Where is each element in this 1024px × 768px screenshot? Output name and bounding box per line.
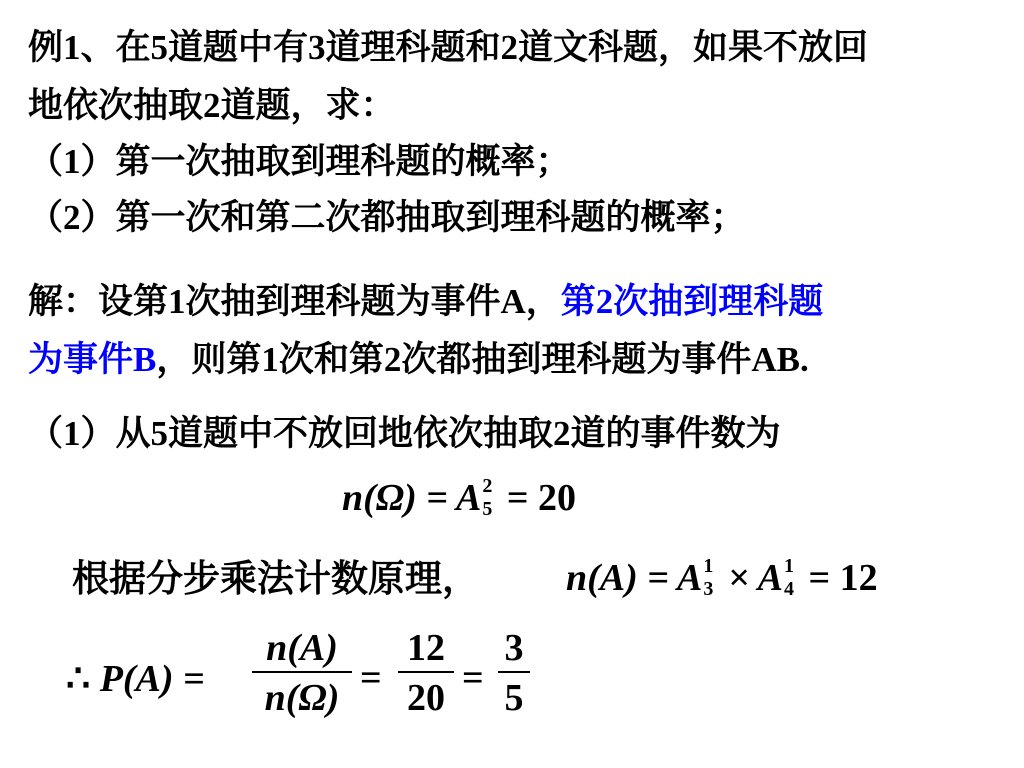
fraction-na-over-nomega [252, 628, 352, 718]
fraction-3-numerator: 3 [504, 627, 524, 669]
formula-omega-indices [481, 475, 497, 521]
formula-event-a-count [566, 556, 878, 600]
formula-omega-sup: 2 [482, 475, 493, 498]
equals-1: = [360, 657, 382, 699]
therefore-symbol: ∴ [66, 658, 91, 700]
fraction-1-bar [252, 671, 352, 673]
formula-omega-rhs: = 20 [506, 477, 577, 519]
solution-line-2-highlight: 为事件B [28, 340, 157, 379]
solution-line-1-highlight: 第2次抽到理科题 [560, 282, 824, 321]
formula-na-mid: × A [727, 557, 783, 599]
part-1-statement: （1）从5道题中不放回地依次抽取2道的事件数为 [28, 414, 781, 453]
question-1: （1）第一次抽取到理科题的概率； [28, 142, 571, 181]
formula-omega-lhs: n(Ω) = A [342, 477, 482, 519]
problem-line-2: 地依次抽取2道题，求： [28, 86, 396, 125]
formula-na-indices-2 [783, 555, 799, 601]
formula-na-sup-1: 1 [703, 555, 714, 578]
formula-na-indices-1 [702, 555, 718, 601]
formula-probability-lhs [66, 656, 205, 701]
probability-label: P(A) = [99, 658, 205, 700]
fraction-1-numerator: n(A) [266, 627, 338, 669]
fraction-1-denominator: n(Ω) [264, 677, 340, 719]
problem-line-1: 例1、在5道题中有3道理科题和2道文科题，如果不放回 [28, 28, 869, 67]
solution-line-2-text: ，则第1次和第2次都抽到理科题为事件AB. [156, 340, 809, 379]
equals-2: = [462, 657, 484, 699]
solution-line-2 [28, 338, 809, 382]
formula-na-rhs: = 12 [808, 557, 878, 599]
fraction-2-numerator: 12 [407, 627, 445, 669]
fraction-2-denominator: 20 [407, 677, 445, 719]
solution-line-1 [28, 280, 823, 324]
fraction-3-over-5 [498, 628, 530, 718]
principle-text: 根据分步乘法计数原理， [72, 559, 479, 600]
solution-line-1-text: 解：设第1次抽到理科题为事件A， [28, 282, 561, 321]
formula-na-sup-2: 1 [783, 555, 794, 578]
question-2: （2）第一次和第二次都抽取到理科题的概率； [28, 198, 746, 237]
formula-omega-count [342, 476, 576, 520]
fraction-12-over-20 [398, 628, 454, 718]
formula-na-lhs: n(A) = A [566, 557, 703, 599]
fraction-2-bar [398, 671, 454, 673]
fraction-3-denominator: 5 [504, 677, 524, 719]
formula-na-sub-1: 3 [703, 578, 714, 601]
formula-omega-sub: 5 [482, 498, 493, 521]
formula-na-sub-2: 4 [783, 578, 794, 601]
fraction-3-bar [498, 671, 530, 673]
